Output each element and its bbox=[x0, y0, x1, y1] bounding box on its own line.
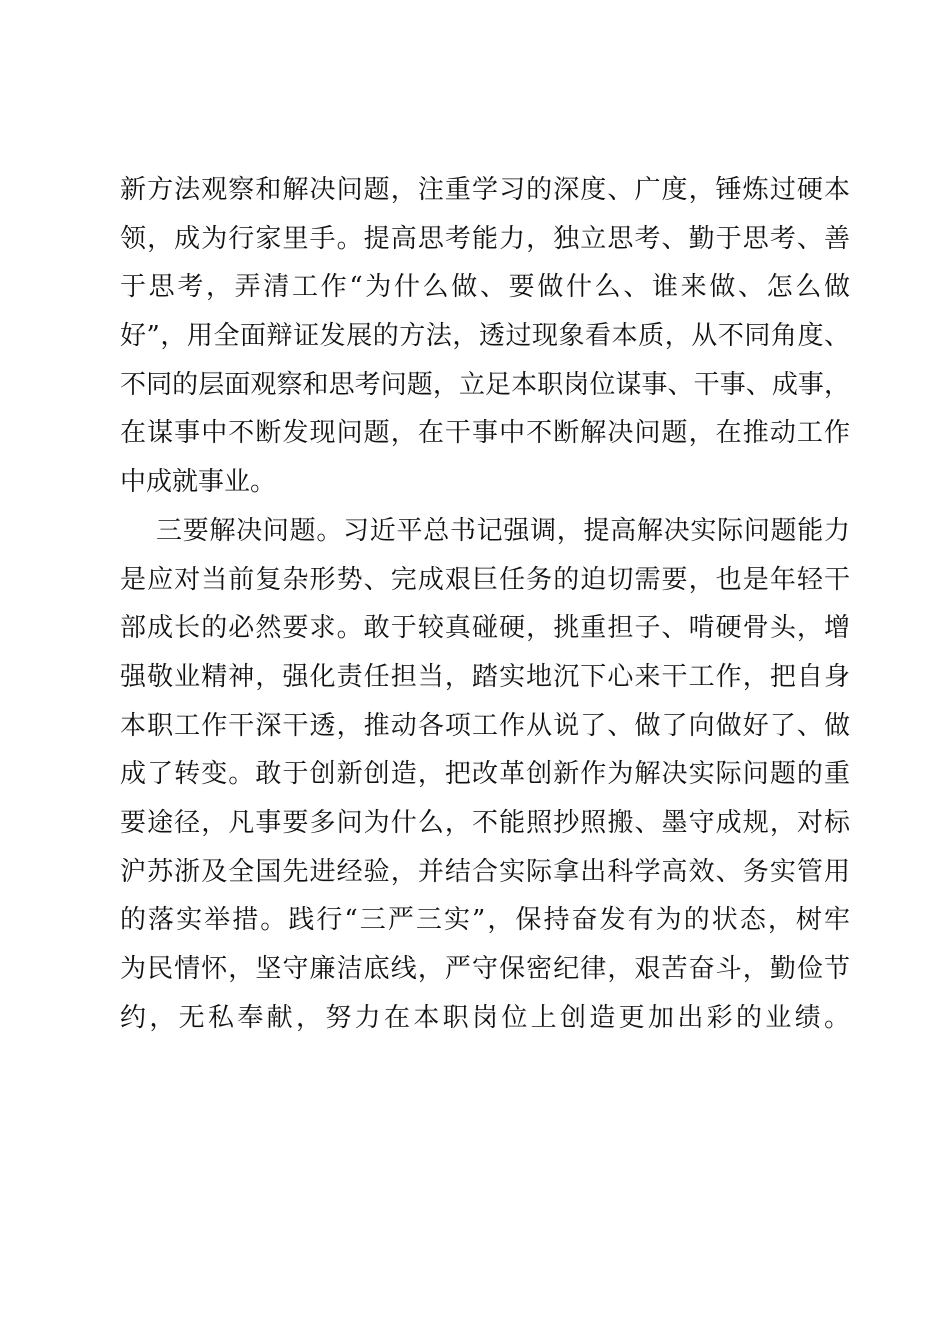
text-line: 好”，用全面辩证发展的方法，透过现象看本质，从不同角度、 bbox=[120, 321, 850, 352]
text-line: 强敬业精神，强化责任担当，踏实地沉下心来干工作，把自身 bbox=[120, 661, 850, 692]
text-line: 本职工作干深干透，推动各项工作从说了、做了向做好了、做 bbox=[120, 710, 850, 741]
text-line: 约，无私奉献，努力在本职岗位上创造更加出彩的业绩。 bbox=[120, 1002, 850, 1033]
text-line: 不同的层面观察和思考问题，立足本职岗位谋事、干事、成事， bbox=[120, 369, 850, 400]
text-line: 的落实举措。践行“三严三实”，保持奋发有为的状态，树牢 bbox=[120, 905, 850, 936]
text-line: 领，成为行家里手。提高思考能力，独立思考、勤于思考、善 bbox=[120, 223, 850, 254]
body-text bbox=[120, 166, 850, 1091]
text-line: 成了转变。敢于创新创造，把改革创新作为解决实际问题的重 bbox=[120, 759, 850, 790]
text-line: 三要解决问题。习近平总书记强调，提高解决实际问题能力 bbox=[156, 515, 850, 546]
text-line: 为民情怀，坚守廉洁底线，严守保密纪律，艰苦奋斗，勤俭节 bbox=[120, 954, 850, 984]
paragraph-1 bbox=[120, 166, 850, 507]
text-line: 部成长的必然要求。敢于较真碰硬，挑重担子、啃硬骨头，增 bbox=[120, 613, 850, 644]
text-line bbox=[120, 1042, 850, 1091]
text-line: 于思考，弄清工作“为什么做、要做什么、谁来做、怎么做 bbox=[120, 272, 850, 303]
paragraph-2 bbox=[120, 507, 850, 1091]
text-line: 沪苏浙及全国先进经验，并结合实际拿出科学高效、务实管用 bbox=[120, 856, 850, 887]
text-line: 在谋事中不断发现问题，在干事中不断解决问题，在推动工作 bbox=[120, 418, 850, 449]
text-line: 中成就事业。 bbox=[120, 467, 277, 498]
text-line: 新方法观察和解决问题，注重学习的深度、广度，锤炼过硬本 bbox=[120, 175, 850, 205]
text-line: 是应对当前复杂形势、完成艰巨任务的迫切需要，也是年轻干 bbox=[120, 564, 850, 595]
text-line: 要途径，凡事要多问为什么，不能照抄照搬、墨守成规，对标 bbox=[120, 807, 850, 838]
